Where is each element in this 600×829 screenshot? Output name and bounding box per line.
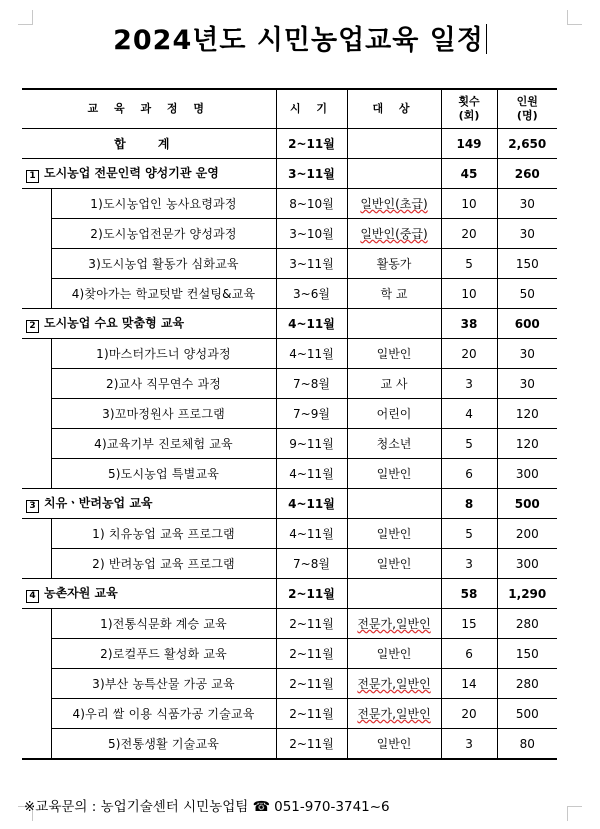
course-row — [22, 399, 557, 429]
total-sessions: 149 — [441, 129, 497, 159]
category-number-box: 2 — [26, 320, 39, 333]
category-people: 260 — [497, 159, 557, 189]
total-target — [347, 129, 441, 159]
category-row — [22, 309, 557, 339]
course-people: 500 — [497, 699, 557, 729]
course-row — [22, 249, 557, 279]
schedule-table — [22, 88, 557, 760]
course-period: 8~10월 — [276, 189, 347, 219]
row-indent — [22, 699, 51, 729]
course-people: 80 — [497, 729, 557, 760]
course-name: 1)도시농업인 농사요령과정 — [51, 189, 276, 219]
row-indent — [22, 609, 51, 639]
course-target — [347, 399, 441, 429]
course-sessions: 20 — [441, 219, 497, 249]
row-indent — [22, 399, 51, 429]
category-target — [347, 489, 441, 519]
course-row — [22, 339, 557, 369]
course-row — [22, 459, 557, 489]
category-number-box: 4 — [26, 590, 39, 603]
table-header-row — [22, 89, 557, 129]
course-target-text: 일반인 — [376, 557, 412, 571]
row-indent — [22, 669, 51, 699]
course-sessions: 6 — [441, 639, 497, 669]
course-row — [22, 549, 557, 579]
text-cursor — [486, 24, 487, 54]
course-name: 4)교육기부 진로체험 교육 — [51, 429, 276, 459]
category-sessions: 8 — [441, 489, 497, 519]
course-period: 2~11월 — [276, 609, 347, 639]
course-target — [347, 609, 441, 639]
course-period: 2~11월 — [276, 699, 347, 729]
course-target — [347, 369, 441, 399]
category-label: 도시농업 수요 맞춤형 교육 — [44, 316, 185, 330]
course-target — [347, 249, 441, 279]
course-name: 2) 반려농업 교육 프로그램 — [51, 549, 276, 579]
row-indent — [22, 369, 51, 399]
course-period: 7~8월 — [276, 549, 347, 579]
course-people: 120 — [497, 399, 557, 429]
header-course: 교 육 과 정 명 — [22, 89, 276, 129]
total-people: 2,650 — [497, 129, 557, 159]
category-row — [22, 159, 557, 189]
course-row — [22, 519, 557, 549]
course-target-text: 학 교 — [380, 287, 408, 301]
course-row — [22, 279, 557, 309]
course-name: 1) 치유농업 교육 프로그램 — [51, 519, 276, 549]
course-name: 5)도시농업 특별교육 — [51, 459, 276, 489]
course-people: 120 — [497, 429, 557, 459]
course-target — [347, 459, 441, 489]
course-row — [22, 219, 557, 249]
course-people: 150 — [497, 639, 557, 669]
course-period: 3~6월 — [276, 279, 347, 309]
course-name: 2)도시농업전문가 양성과정 — [51, 219, 276, 249]
course-target-text: 일반인 — [376, 347, 412, 361]
course-target-text: 교 사 — [380, 377, 408, 391]
category-sessions: 38 — [441, 309, 497, 339]
contact-label: ※교육문의 : 농업기술센터 시민농업팀 — [24, 799, 249, 815]
page-corner-mark — [567, 806, 582, 821]
course-sessions: 5 — [441, 249, 497, 279]
course-period: 7~8월 — [276, 369, 347, 399]
course-name: 3)도시농업 활동가 심화교육 — [51, 249, 276, 279]
course-name: 3)꼬마정원사 프로그램 — [51, 399, 276, 429]
course-target — [347, 219, 441, 249]
category-name — [22, 159, 276, 189]
category-row — [22, 489, 557, 519]
category-people: 500 — [497, 489, 557, 519]
course-people: 30 — [497, 219, 557, 249]
course-sessions: 14 — [441, 669, 497, 699]
contact-footer — [24, 795, 390, 815]
course-sessions: 6 — [441, 459, 497, 489]
category-people: 1,290 — [497, 579, 557, 609]
category-sessions: 45 — [441, 159, 497, 189]
category-number-box: 1 — [26, 170, 39, 183]
category-period: 3~11월 — [276, 159, 347, 189]
course-period: 2~11월 — [276, 729, 347, 760]
course-name: 1)전통식문화 계승 교육 — [51, 609, 276, 639]
course-row — [22, 729, 557, 760]
header-target: 대 상 — [347, 89, 441, 129]
course-people: 30 — [497, 189, 557, 219]
course-row — [22, 189, 557, 219]
row-indent — [22, 429, 51, 459]
course-target-text: 전문가,일반인 — [357, 707, 431, 721]
total-label: 합 계 — [22, 129, 276, 159]
course-period: 2~11월 — [276, 639, 347, 669]
course-target-text: 일반인 — [376, 647, 412, 661]
category-name — [22, 309, 276, 339]
row-indent — [22, 549, 51, 579]
course-people: 300 — [497, 459, 557, 489]
course-target — [347, 519, 441, 549]
course-target — [347, 279, 441, 309]
course-period: 4~11월 — [276, 519, 347, 549]
course-people: 280 — [497, 609, 557, 639]
category-sessions: 58 — [441, 579, 497, 609]
category-number-box: 3 — [26, 500, 39, 513]
course-target-text: 일반인 — [376, 527, 412, 541]
phone-icon: ☎ — [252, 799, 271, 815]
category-period: 4~11월 — [276, 309, 347, 339]
row-indent — [22, 639, 51, 669]
category-label: 농촌자원 교육 — [44, 586, 118, 600]
course-name: 2)로컬푸드 활성화 교육 — [51, 639, 276, 669]
course-row — [22, 369, 557, 399]
course-people: 200 — [497, 519, 557, 549]
category-row — [22, 579, 557, 609]
course-people: 30 — [497, 339, 557, 369]
course-sessions: 5 — [441, 519, 497, 549]
total-row — [22, 129, 557, 159]
header-period: 시 기 — [276, 89, 347, 129]
course-target — [347, 669, 441, 699]
course-sessions: 15 — [441, 609, 497, 639]
course-name: 4)우리 쌀 이용 식품가공 기술교육 — [51, 699, 276, 729]
course-sessions: 3 — [441, 369, 497, 399]
row-indent — [22, 249, 51, 279]
course-row — [22, 429, 557, 459]
course-row — [22, 609, 557, 639]
category-label: 치유ㆍ반려농업 교육 — [44, 496, 153, 510]
course-sessions: 20 — [441, 339, 497, 369]
category-period: 2~11월 — [276, 579, 347, 609]
course-period: 4~11월 — [276, 339, 347, 369]
course-target-text: 일반인 — [376, 467, 412, 481]
course-sessions: 10 — [441, 189, 497, 219]
row-indent — [22, 189, 51, 219]
course-name: 1)마스터가드너 양성과정 — [51, 339, 276, 369]
contact-phone: 051-970-3741~6 — [274, 799, 390, 815]
course-target — [347, 339, 441, 369]
course-target — [347, 639, 441, 669]
course-sessions: 3 — [441, 729, 497, 760]
document-title[interactable]: 2024년도 시민농업교육 일정 — [0, 18, 600, 57]
row-indent — [22, 519, 51, 549]
category-label: 도시농업 전문인력 양성기관 운영 — [44, 166, 219, 180]
course-people: 30 — [497, 369, 557, 399]
course-target — [347, 729, 441, 760]
category-name — [22, 489, 276, 519]
course-target-text: 전문가,일반인 — [357, 617, 431, 631]
course-target-text: 일반인 — [376, 737, 412, 751]
course-period: 4~11월 — [276, 459, 347, 489]
course-people: 50 — [497, 279, 557, 309]
course-target-text: 활동가 — [376, 257, 412, 271]
course-target-text: 일반인(중급) — [360, 227, 428, 241]
category-target — [347, 579, 441, 609]
course-period: 2~11월 — [276, 669, 347, 699]
course-sessions: 3 — [441, 549, 497, 579]
course-period: 3~10월 — [276, 219, 347, 249]
row-indent — [22, 339, 51, 369]
course-period: 9~11월 — [276, 429, 347, 459]
category-name — [22, 579, 276, 609]
course-target-text: 일반인(초급) — [360, 197, 428, 211]
course-sessions: 20 — [441, 699, 497, 729]
course-row — [22, 639, 557, 669]
course-target-text: 전문가,일반인 — [357, 677, 431, 691]
course-target — [347, 429, 441, 459]
course-people: 280 — [497, 669, 557, 699]
course-name: 2)교사 직무연수 과정 — [51, 369, 276, 399]
category-people: 600 — [497, 309, 557, 339]
course-people: 300 — [497, 549, 557, 579]
row-indent — [22, 459, 51, 489]
course-target-text: 청소년 — [376, 437, 412, 451]
header-people: 인원 (명) — [497, 89, 557, 129]
total-period: 2~11월 — [276, 129, 347, 159]
course-target — [347, 189, 441, 219]
course-period: 7~9월 — [276, 399, 347, 429]
course-target-text: 어린이 — [376, 407, 412, 421]
course-name: 4)찾아가는 학교텃밭 컨설팅&교육 — [51, 279, 276, 309]
course-name: 5)전통생활 기술교육 — [51, 729, 276, 760]
row-indent — [22, 279, 51, 309]
course-period: 3~11월 — [276, 249, 347, 279]
category-target — [347, 309, 441, 339]
category-period: 4~11월 — [276, 489, 347, 519]
row-indent — [22, 219, 51, 249]
course-sessions: 10 — [441, 279, 497, 309]
course-sessions: 4 — [441, 399, 497, 429]
course-row — [22, 699, 557, 729]
course-target — [347, 699, 441, 729]
row-indent — [22, 729, 51, 760]
course-sessions: 5 — [441, 429, 497, 459]
category-target — [347, 159, 441, 189]
course-people: 150 — [497, 249, 557, 279]
course-target — [347, 549, 441, 579]
header-sessions: 횟수 (회) — [441, 89, 497, 129]
course-name: 3)부산 농특산물 가공 교육 — [51, 669, 276, 699]
course-row — [22, 669, 557, 699]
